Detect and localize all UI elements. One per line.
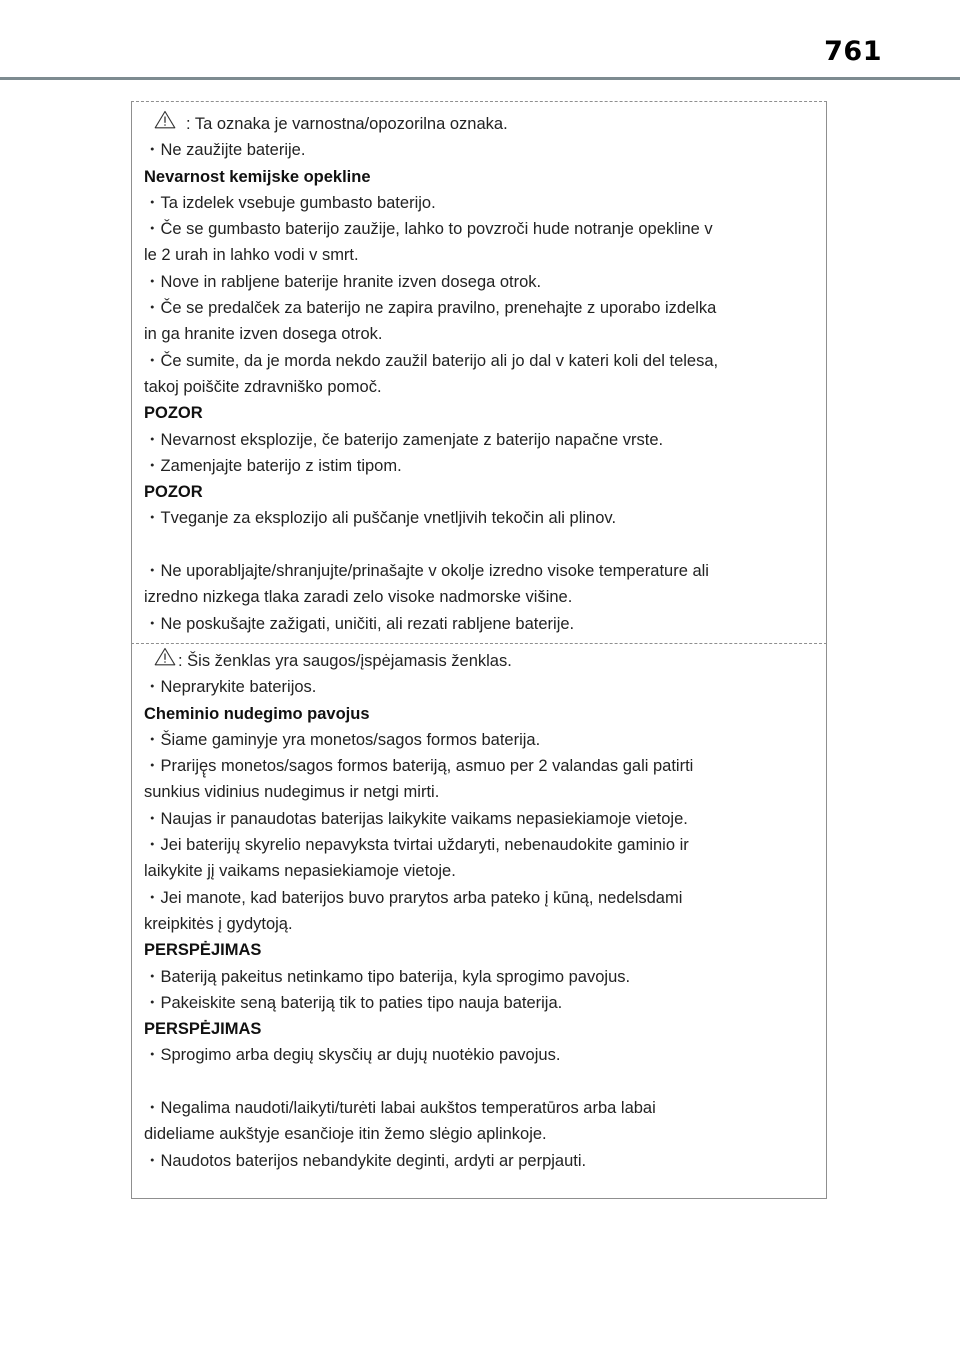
- text-line: ・Nevarnost eksplozije, če baterijo zamenjate z baterijo napačne vrste.: [144, 430, 664, 449]
- text-line: sunkius vidinius nudegimus ir netgi mirti.: [144, 783, 440, 802]
- text-line: ・Pakeiskite seną bateriją tik to paties tipo nauja baterija.: [144, 993, 563, 1012]
- lithuanian-text-lines: [144, 674, 816, 1174]
- lithuanian-section: [144, 647, 816, 1174]
- section-heading: PERSPĖJIMAS: [144, 941, 262, 960]
- text-line: ・Nove in rabljene baterije hranite izven dosega otrok.: [144, 272, 542, 291]
- warning-triangle-icon: [154, 110, 176, 137]
- text-line: ・Naujas ir panaudotas baterijas laikykite vaikams nepasiekiamoje vietoje.: [144, 809, 688, 828]
- text-line: laikykite jį vaikams nepasiekiamoje vietoje.: [144, 862, 456, 881]
- text-line: dideliame aukštyje esančioje itin žemo slėgio aplinkoje.: [144, 1125, 547, 1144]
- text-line: ・Jei manote, kad baterijos buvo prarytos arba pateko į kūną, nedelsdami: [144, 888, 683, 907]
- box-top-border: [131, 101, 827, 102]
- blank-line: [144, 1069, 816, 1095]
- warning-triangle-icon: [154, 647, 176, 674]
- text-line: ・Ne poskušajte zažigati, uničiti, ali rezati rabljene baterije.: [144, 614, 575, 633]
- header-rule: [0, 77, 960, 80]
- text-line: ・Tveganje za eksplozijo ali puščanje vnetljivih tekočin ali plinov.: [144, 509, 617, 528]
- text-line: ・Negalima naudoti/laikyti/turėti labai aukštos temperatūros arba labai: [144, 1099, 656, 1118]
- section-heading: Nevarnost kemijske opekline: [144, 167, 371, 186]
- text-line: ・Sprogimo arba degių skysčių ar dujų nuotėkio pavojus.: [144, 1046, 561, 1065]
- warning-symbol-line: [144, 110, 816, 137]
- warning-symbol-text: : Šis ženklas yra saugos/įspėjamasis ženklas.: [178, 651, 512, 670]
- text-line: ・Če se predalček za baterijo ne zapira pravilno, prenehajte z uporabo izdelka: [144, 299, 717, 318]
- text-line: kreipkitės į gydytoją.: [144, 914, 293, 933]
- section-divider: [131, 643, 827, 644]
- text-line: ・Neprarykite baterijos.: [144, 678, 317, 697]
- text-line: le 2 urah in lahko vodi v smrt.: [144, 246, 359, 265]
- page-number: 761: [824, 36, 882, 67]
- warning-symbol-text: : Ta oznaka je varnostna/opozorilna oznaka.: [186, 114, 508, 133]
- slovenian-text-lines: [144, 137, 816, 637]
- text-line: takoj poiščite zdravniško pomoč.: [144, 377, 382, 396]
- blank-line: [144, 532, 816, 558]
- text-line: ・Jei baterijų skyrelio nepavyksta tvirtai uždaryti, nebenaudokite gaminio ir: [144, 836, 689, 855]
- text-line: ・Ta izdelek vsebuje gumbasto baterijo.: [144, 193, 436, 212]
- text-line: ・Bateriją pakeitus netinkamo tipo baterija, kyla sprogimo pavojus.: [144, 967, 631, 986]
- text-line: ・Ne uporabljajte/shranjujte/prinašajte v okolje izredno visoke temperature ali: [144, 562, 709, 581]
- text-line: ・Zamenjajte baterijo z istim tipom.: [144, 456, 402, 475]
- section-heading: PERSPĖJIMAS: [144, 1020, 262, 1039]
- section-heading: POZOR: [144, 483, 203, 502]
- text-line: in ga hranite izven dosega otrok.: [144, 325, 383, 344]
- text-line: ・Šiame gaminyje yra monetos/sagos formos baterija.: [144, 730, 541, 749]
- text-line: ・Naudotos baterijos nebandykite deginti, ardyti ar perpjauti.: [144, 1151, 587, 1170]
- warning-symbol-line: [144, 647, 816, 674]
- text-line: ・Če sumite, da je morda nekdo zaužil baterijo ali jo dal v kateri koli del telesa,: [144, 351, 719, 370]
- text-line: izredno nizkega tlaka zaradi zelo visoke nadmorske višine.: [144, 588, 573, 607]
- text-line: ・Ne zaužijte baterije.: [144, 141, 306, 160]
- slovenian-section: [144, 110, 816, 637]
- section-heading: Cheminio nudegimo pavojus: [144, 704, 370, 723]
- text-line: ・Če se gumbasto baterijo zaužije, lahko to povzroči hude notranje opekline v: [144, 220, 713, 239]
- text-line: ・Prariję̨s monetos/sagos formos bateriją, asmuo per 2 valandas gali patirti: [144, 757, 694, 776]
- section-heading: POZOR: [144, 404, 203, 423]
